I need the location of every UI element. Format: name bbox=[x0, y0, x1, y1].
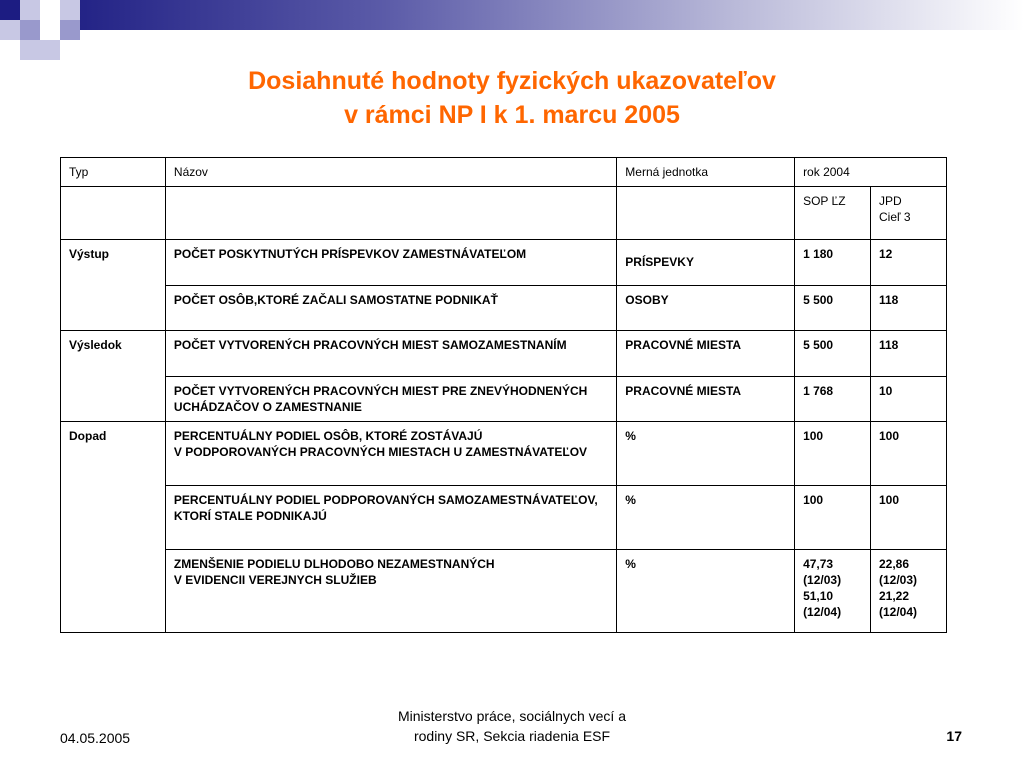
cell-sop: 100 bbox=[795, 486, 871, 550]
cell-nazov: PERCENTUÁLNY PODIEL PODPOROVANÝCH SAMOZAMESTNÁVATEĽOV, KTORÍ STALE PODNIKAJÚ bbox=[165, 486, 616, 550]
empty-cell bbox=[617, 187, 795, 240]
subheader-jpd: JPD Cieľ 3 bbox=[871, 187, 947, 240]
cell-jpd: 10 bbox=[871, 377, 947, 422]
cell-jednotka: PRACOVNÉ MIESTA bbox=[617, 331, 795, 377]
cell-sop: 5 500 bbox=[795, 286, 871, 331]
header-rok: rok 2004 bbox=[795, 158, 947, 187]
cell-jpd: 100 bbox=[871, 422, 947, 486]
cell-sop: 1 180 bbox=[795, 240, 871, 286]
cell-sop: 1 768 bbox=[795, 377, 871, 422]
empty-cell bbox=[61, 187, 166, 240]
slide-title bbox=[0, 64, 1024, 132]
decor-square bbox=[40, 20, 60, 40]
cell-nazov: PERCENTUÁLNY PODIEL OSÔB, KTORÉ ZOSTÁVAJÚ V PODPOROVANÝCH PRACOVNÝCH MIESTACH U ZAMESTNÁVATEĽOV bbox=[165, 422, 616, 486]
table-body bbox=[61, 240, 947, 633]
cell-nazov: POČET OSÔB,KTORÉ ZAČALI SAMOSTATNE PODNIKAŤ bbox=[165, 286, 616, 331]
cell-jednotka: PRÍSPEVKY bbox=[617, 240, 795, 286]
slide-title-line2: v rámci NP I k 1. marcu 2005 bbox=[344, 101, 680, 129]
decor-square bbox=[40, 40, 60, 60]
cell-jednotka: OSOBY bbox=[617, 286, 795, 331]
decor-square bbox=[0, 20, 20, 40]
subheader-sop: SOP ĽZ bbox=[795, 187, 871, 240]
table-row bbox=[61, 286, 947, 331]
slide-title-line1: Dosiahnuté hodnoty fyzických ukazovateľov bbox=[248, 67, 776, 95]
decor-square bbox=[0, 40, 20, 60]
decor-square bbox=[40, 0, 60, 20]
cell-nazov: POČET VYTVORENÝCH PRACOVNÝCH MIEST SAMOZAMESTNANÍM bbox=[165, 331, 616, 377]
cell-sop: 5 500 bbox=[795, 331, 871, 377]
table-row bbox=[61, 422, 947, 486]
decor-square bbox=[20, 20, 40, 40]
header-jednotka: Merná jednotka bbox=[617, 158, 795, 187]
table-row bbox=[61, 331, 947, 377]
header-typ: Typ bbox=[61, 158, 166, 187]
empty-cell bbox=[165, 187, 616, 240]
footer-org-line2: rodiny SR, Sekcia riadenia ESF bbox=[413, 728, 611, 744]
decor-square bbox=[60, 20, 80, 40]
cell-jednotka: PRACOVNÉ MIESTA bbox=[617, 377, 795, 422]
cell-sop: 100 bbox=[795, 422, 871, 486]
table-row bbox=[61, 486, 947, 550]
cell-jednotka: % bbox=[617, 550, 795, 633]
footer-date: 04.05.2005 bbox=[60, 730, 131, 746]
page-number: 17 bbox=[946, 728, 962, 744]
cell-jpd: 118 bbox=[871, 286, 947, 331]
decor-square bbox=[0, 0, 20, 20]
cell-jpd: 22,86 (12/03) 21,22 (12/04) bbox=[871, 550, 947, 633]
footer-org-line1: Ministerstvo práce, sociálnych vecí a bbox=[398, 708, 626, 724]
cell-typ: Výsledok bbox=[61, 331, 166, 422]
decor-square bbox=[60, 0, 80, 20]
header-nazov: Názov bbox=[165, 158, 616, 187]
cell-jednotka: % bbox=[617, 486, 795, 550]
cell-sop: 47,73 (12/03) 51,10 (12/04) bbox=[795, 550, 871, 633]
header-gradient-bar bbox=[40, 0, 1024, 30]
cell-nazov: POČET VYTVORENÝCH PRACOVNÝCH MIEST PRE ZNEVÝHODNENÝCH UCHÁDZAČOV O ZAMESTNANIE bbox=[165, 377, 616, 422]
table-row bbox=[61, 550, 947, 633]
decor-square bbox=[20, 40, 40, 60]
cell-nazov: ZMENŠENIE PODIELU DLHODOBO NEZAMESTNANÝCH V EVIDENCII VEREJNYCH SLUŽIEB bbox=[165, 550, 616, 633]
cell-nazov: POČET POSKYTNUTÝCH PRÍSPEVKOV ZAMESTNÁVATEĽOM bbox=[165, 240, 616, 286]
cell-jednotka: % bbox=[617, 422, 795, 486]
cell-typ: Dopad bbox=[61, 422, 166, 633]
cell-jpd: 118 bbox=[871, 331, 947, 377]
table-header-row bbox=[61, 158, 947, 187]
footer-organization bbox=[312, 706, 712, 746]
decor-square bbox=[20, 0, 40, 20]
table-row bbox=[61, 377, 947, 422]
table-row bbox=[61, 240, 947, 286]
cell-jpd: 100 bbox=[871, 486, 947, 550]
cell-typ: Výstup bbox=[61, 240, 166, 331]
cell-jpd: 12 bbox=[871, 240, 947, 286]
table-subheader-row bbox=[61, 187, 947, 240]
indicators-table bbox=[60, 157, 947, 633]
